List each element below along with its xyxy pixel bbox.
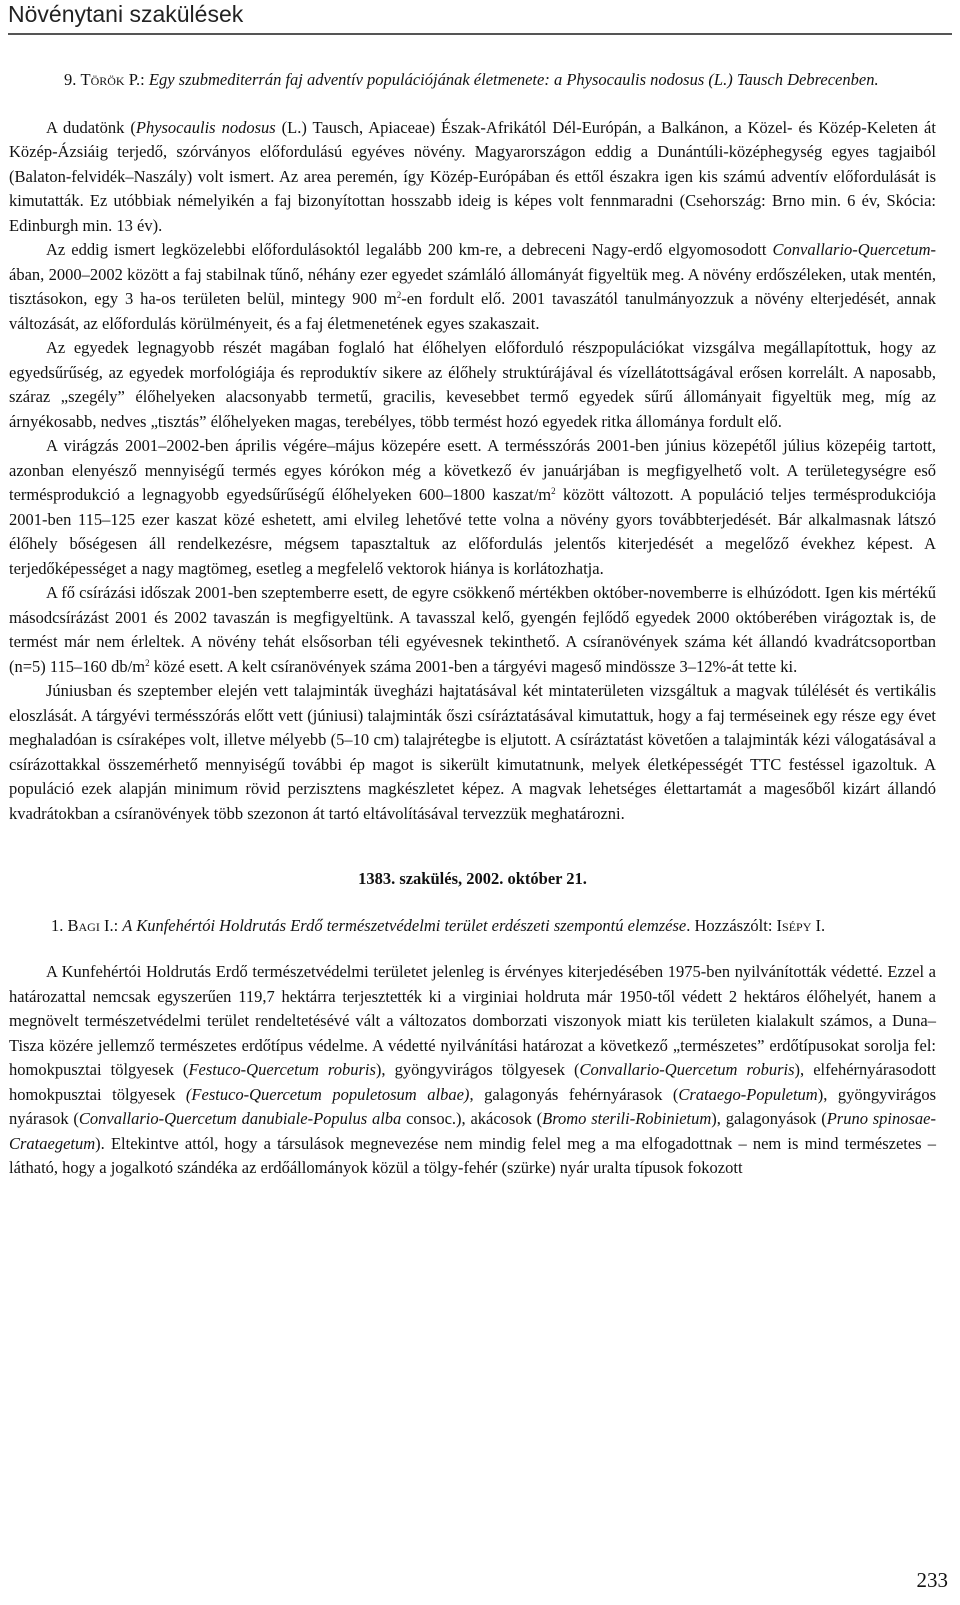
superscript: 2 <box>551 486 556 496</box>
page-content <box>9 68 936 1181</box>
superscript: 2 <box>396 290 402 300</box>
text-run: közé esett. A kelt csíranövények száma 2001-ben a tárgyévi mageső mindössze 3–12%-át tette ki. <box>149 656 798 676</box>
commenter-name: Isépy I. <box>776 915 826 935</box>
association-name: Bromo sterili-Robinietum <box>542 1109 712 1128</box>
text-run: ), gyöngyvirágos tölgyesek ( <box>375 1060 580 1079</box>
page-number: 233 <box>916 1568 948 1592</box>
text-run: A fő csírázási időszak 2001-ben szeptemberre esett, de egyre csökkenő mértékben október-novemberre is elhúzódott. Igen kis mértékű másodcsírázást 2001 és 2002 tavaszán is megfigyeltünk. A tavasszal kelő, gyengén fejlődő egyedek 2000 októberében virágoztak is, de termést már nem érleltek. A növény tehát elsősorban téli egyévesnek tekinthető. A csíranövények száma két állandó kvadrátcsoportban (n=5) 115–160 db/m <box>9 583 936 676</box>
association-name: (Festuco-Quercetum populetosum albae) <box>185 1084 470 1104</box>
entry-number: 1. <box>51 915 64 935</box>
text-run: A virágzás 2001–2002-ben április végére–május közepére esett. A termésszórás 2001-ben június közepétől július közepéig tartott, azonban elenyésző mennyiségű termés egyes kórókon még a következő év januárjában is megfigyelhető volt. A területegységre eső termésprodukció a legnagyobb egyedsűrűségű élőhelyeken 600–1800 kaszat/m <box>9 436 936 504</box>
entry-number: 9. <box>64 70 77 89</box>
abstract-paragraph-2 <box>9 238 936 336</box>
abstract-paragraph-5 <box>9 581 936 679</box>
association-name: Festuco-Quercetum roburis <box>188 1060 376 1079</box>
text-run: A Kunfehértói Holdrutás Erdő természetvédelmi területet jelenleg is érvényes kiterjedésében 1975-ben nyilvánították védetté. Ezzel a határozattal nemcsak egyszerűen 119,7 hektárra terjesztették ki a virginiai holdruta már 1950-től védett 2 hektáros élőhelyét, hanem a megnövelt természetvédelmi terület rendeltetésévé vált a változatos domborzati viszonyok miatt kis területen kialakult számos, a Duna–Tisza közére jellemző természetes erdőtípus védelme. A védetté nyilvánítási határozat a következő „természetes” erdőtípusokat sorolja fel: homokpusztai tölgyesek ( <box>9 962 936 1079</box>
running-head-title: Növénytani szakülések <box>8 1 244 27</box>
text-run: (L.) Tausch, Apiaceae) Észak-Afrikától Dél-Európán, a Balkánon, a Közel- és Közép-Keleten át Közép-Ázsiáig terjedő, szórványos előfordulású egyéves növény. Magyarországon eddig a Dunántúli-középhegység egyes tagjaiból (Balaton-felvidék–Naszály) volt ismert. Az area peremén, így Közép-Európában és ettől északra igen kis számú adventív előfordulását is kimutatták. Ez utóbbiak némelyikén a faj bizonyítottan hosszabb ideig is képes volt fennmaradni (Csehország: Brno min. 6 év, Skócia: Edinburgh min. 13 év). <box>9 117 936 235</box>
commenter-label: . Hozzászólt: <box>686 915 773 935</box>
association-name: Convallario-Quercetum <box>772 240 931 259</box>
entry-title: Egy szubmediterrán faj adventív populációjának életmenete: a Physocaulis nodosus (L.) Tausch Debrecenben. <box>148 70 879 89</box>
abstract-paragraph-4 <box>9 434 936 581</box>
entry-author: Bagi I.: <box>67 915 119 935</box>
entry-author: Török P.: <box>80 70 145 89</box>
association-name: Convallario-Quercetum roburis <box>579 1060 795 1079</box>
text-run: Az eddig ismert legközelebbi előfordulásoktól legalább 200 km-re, a debreceni Nagy-erdő elgyomosodott <box>46 240 773 259</box>
header-rule <box>8 33 952 35</box>
association-name: Convallario-Quercetum danubiale-Populus alba <box>78 1109 402 1128</box>
text-run: ), elfehérnyárasodott homokpusztai tölgyesek <box>9 1060 936 1104</box>
text-run: -ában, 2000–2002 között a faj stabilnak tűnő, néhány ezer egyedet számláló állományát figyeltük meg. A növény erdőszéleken, utak mentén, tisztásokon, egy 3 ha-os területen belül, mintegy 900 m <box>9 240 936 308</box>
text-run: -en fordult elő. 2001 tavaszától tanulmányozzuk a növény elterjedését, annak változását, az előfordulás körülményeit, és a faj életmenetének egyes szakaszait. <box>9 289 936 333</box>
text-run: ), gyöngyvirágos nyárasok ( <box>9 1084 936 1128</box>
association-name: Crataego-Populetum <box>678 1084 818 1104</box>
program-entry-1 <box>9 914 936 939</box>
abstract-paragraph-6: Júniusban és szeptember elején vett talajminták üvegházi hajtatásával két mintaterületen vizsgáltuk a magvak túlélését és vertikális eloszlását. A tárgyévi termésszórás előtt vett (júniusi) talajminták őszi csíráztatásával kimutattuk, hogy a faj terméseinek egy része egy évet meghaladóan is csíraképes volt, illetve mélyebb (5–10 cm) talajrétegbe is eljutott. A csíráztatást követően a talajminták kézi válogatásával a csírázottakkal összemérhető mennyiségű további ép magot is sikerült kimutatnunk, melyek életképességét TTC festéssel igazoltuk. A populáció ezek alapján minimum rövid perzisztens magkészletet képez. A magvak lehetséges élettartamát a magesőből kizárt állandó kvadrátokban a csíranövények több szezonon át tartó eltávolításával tervezzük meghatározni. <box>9 681 936 823</box>
text-run: , galagonyás fehérnyárasok ( <box>469 1084 679 1104</box>
text-run: ), galagonyások ( <box>711 1109 827 1128</box>
session-heading: 1383. szakülés, 2002. október 21. <box>358 869 587 888</box>
abstract-paragraph-1 <box>9 116 936 239</box>
text-run: A dudatönk ( <box>46 117 136 137</box>
abstract-paragraph-3: Az egyedek legnagyobb részét magában foglaló hat élőhelyen előforduló részpopulációkat vizsgálva megállapítottuk, hogy az egyedsűrűség, az egyedek morfológiája és reproduktív sikere az élőhely struktúrájával és vízellátottságával erősen korrelált. A naposabb, száraz „szegély” élőhelyeken alacsonyabb termetű, gracilis, kevesebbet termő egyedek sűrű állományait figyeltük meg, míg az árnyékosabb, nedves „tisztás” élőhelyeken magas, terebélyes, több termést hozó egyedek ritka állománya fordult elő. <box>9 338 936 431</box>
species-name: Physocaulis nodosus <box>135 117 276 137</box>
text-run: consoc.), akácosok ( <box>401 1109 543 1128</box>
program-entry-9 <box>9 68 936 93</box>
text-run: ). Eltekintve attól, hogy a társulások megnevezése nem mindig felel meg a ma elfogadottnak – nem is mind természetes – látható, hogy a jogalkotó szándéka az erdőállományok közül a tölgy-fehér (szürke) nyár uralta típusok fokozott <box>9 1133 936 1177</box>
superscript: 2 <box>145 657 150 668</box>
entry-title: A Kunfehértói Holdrutás Erdő természetvédelmi terület erdészeti szempontú elemzése <box>122 915 687 935</box>
abstract-paragraph-7 <box>9 960 936 1181</box>
association-name: Pruno spinosae-Crataegetum <box>9 1109 937 1153</box>
text-run: között változott. A populáció teljes termésprodukciója 2001-ben 115–125 ezer kaszat közé eshetett, ami elvileg lehetővé tette volna a növény gyors továbbterjedését. Bár alkalmasnak látszó élőhely bőségesen áll rendelkezésre, mégsem tapasztaltuk az előfordulás jelentős kiterjedését a megelőző évekhez képest. A terjedőképességet a nagy magtömeg, esetleg a megfelelő vektorok hiánya is korlátozhatja. <box>9 485 937 578</box>
